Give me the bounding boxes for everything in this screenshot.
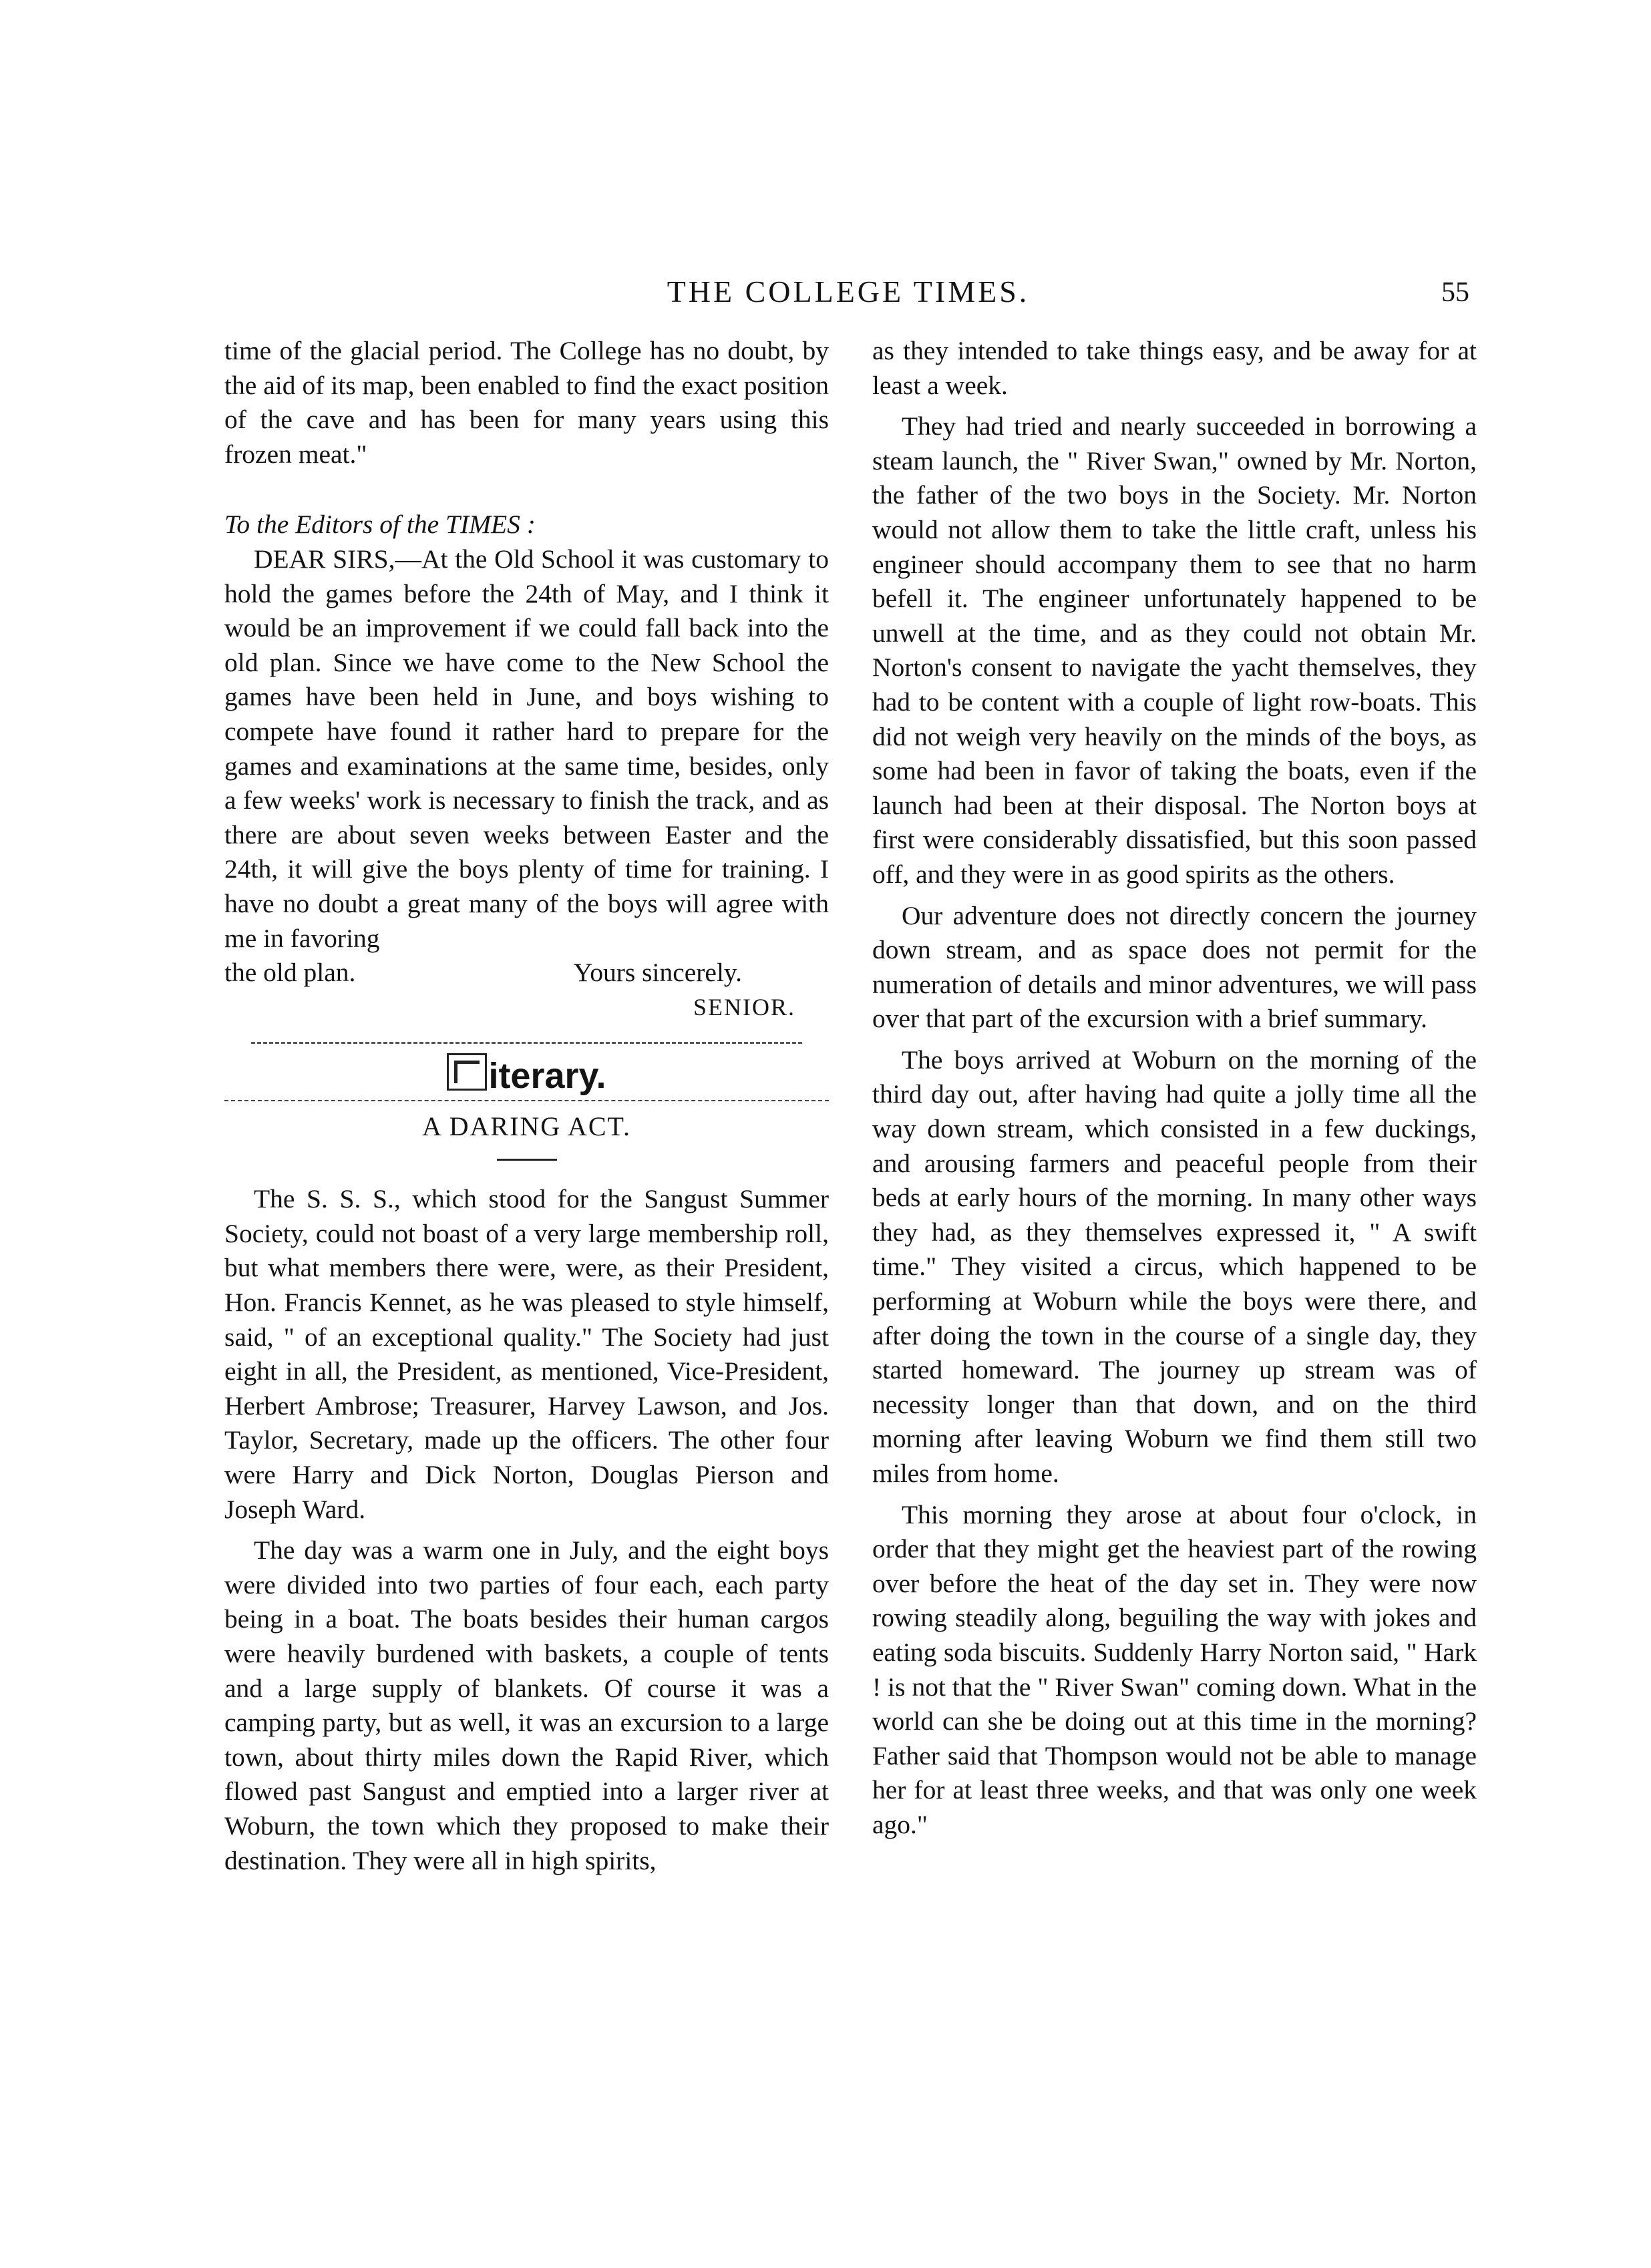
article-paragraph: Our adventure does not directly concern the journey down stream, and as space does not permit for the numeration of details and minor adventures, we will pass over that part of the excursion with a brief summary. xyxy=(872,900,1477,1034)
letter-closing-left: the old plan. xyxy=(224,958,356,988)
running-title: THE COLLEGE TIMES. xyxy=(667,274,1030,309)
page-number: 55 xyxy=(1441,277,1469,308)
section-heading xyxy=(224,1053,829,1097)
letter-greeting: DEAR SIRS, xyxy=(254,544,395,574)
letter-closing-right: Yours sincerely. xyxy=(573,958,742,988)
right-column xyxy=(872,334,1477,1843)
letter-text: —At the Old School it was customary to hold the games before the 24th of May, and I think it would be an improvement if we could fall back into the old plan. Since we have come to the New School the games have been held in June, and boys wishing to compete have found it rather hard to prepare for the games and examinations at the same time, besides, only a few weeks' work is necessary to finish the track, and as there are about seven weeks between Easter and the 24th, it will give the boys plenty of time for training. I have no doubt a great many of the boys will agree with me in favoring xyxy=(224,544,829,953)
article-paragraph: The day was a warm one in July, and the eight boys were divided into two parties of four each, each party being in a boat. The boats besides their human cargos were heavily burdened with baskets, a couple of tents and a large supply of blankets. Of course it was a camping party, but as well, it was an excursion to a large town, about thirty miles down the Rapid River, which flowed past Sangust and emptied into a larger river at Woburn, the town which they proposed to make their destination. They were all in high spirits, xyxy=(224,1535,829,1875)
title-rule xyxy=(497,1159,557,1161)
article-paragraph: They had tried and nearly succeeded in borrowing a steam launch, the " River Swan," owned by Mr. Norton, the father of the two boys in the Society. Mr. Norton would not allow them to take the little craft, unless his engineer should accompany them to see that no harm befell it. The engineer unfortunately happened to be unwell at the time, and as they could not obtain Mr. Norton's consent to navigate the yacht themselves, they had to be content with a couple of light row-boats. This did not weigh very heavily on the minds of the boys, as some had been in favor of taking the boats, even if the launch had been at their disposal. The Norton boys at first were considerably dissatisfied, but this soon passed off, and they were in as good spirits as the others. xyxy=(872,411,1477,889)
ornate-initial xyxy=(447,1053,487,1091)
article-paragraph: The boys arrived at Woburn on the morning of the third day out, after having had quite a jolly time all the way down stream, which consisted in a few duckings, and arousing farmers and peaceful people from their beds at early hours of the morning. In many other ways they had, as they themselves expressed it, " A swift time." They visited a circus, which happened to be performing at Woburn while the boys were there, and after doing the town in the course of a single day, they started homeward. The journey up stream was of necessity longer than that down, and on the third morning after leaving Woburn we find them still two miles from home. xyxy=(872,1045,1477,1488)
left-column xyxy=(224,334,829,1878)
section-heading-text: iterary. xyxy=(488,1056,606,1097)
letter-signer: SENIOR. xyxy=(693,993,795,1020)
continued-paragraph: as they intended to take things easy, and be away for at least a week. xyxy=(872,336,1477,400)
page-header xyxy=(227,274,1469,314)
continued-paragraph: time of the glacial period. The College has no doubt, by the aid of its map, been enabled to find the exact position of the cave and has been for many years using this frozen meat." xyxy=(224,336,829,469)
article-paragraph: The S. S. S., which stood for the Sangust Summer Society, could not boast of a very large membership roll, but what members there were, were, as their President, Hon. Francis Kennet, as he was pleased to style himself, said, " of an exceptional quality." The Society had just eight in all, the President, as mentioned, Vice-President, Herbert Ambrose; Treasurer, Harvey Lawson, and Jos. Taylor, Secretary, made up the officers. The other four were Harry and Dick Norton, Douglas Pierson and Joseph Ward. xyxy=(224,1184,829,1524)
letter-salutation: To the Editors of the TIMES : xyxy=(224,510,536,540)
article-title: A DARING ACT. xyxy=(421,1111,632,1142)
letter-closing xyxy=(224,956,829,990)
letter-body xyxy=(224,542,829,956)
section-heading-rule xyxy=(224,1100,829,1101)
section-divider xyxy=(251,1042,802,1044)
article-paragraph: This morning they arose at about four o'clock, in order that they might get the heaviest part of the rowing over before the heat of the day set in. They were now rowing steadily along, beguiling the way with jokes and eating soda biscuits. Suddenly Harry Norton said, " Hark ! is not that the " River Swan" coming down. What in the world can she be doing out at this time in the morning? Father said that Thompson would not be able to manage her for at least three weeks, and that was only one week ago." xyxy=(872,1499,1477,1839)
